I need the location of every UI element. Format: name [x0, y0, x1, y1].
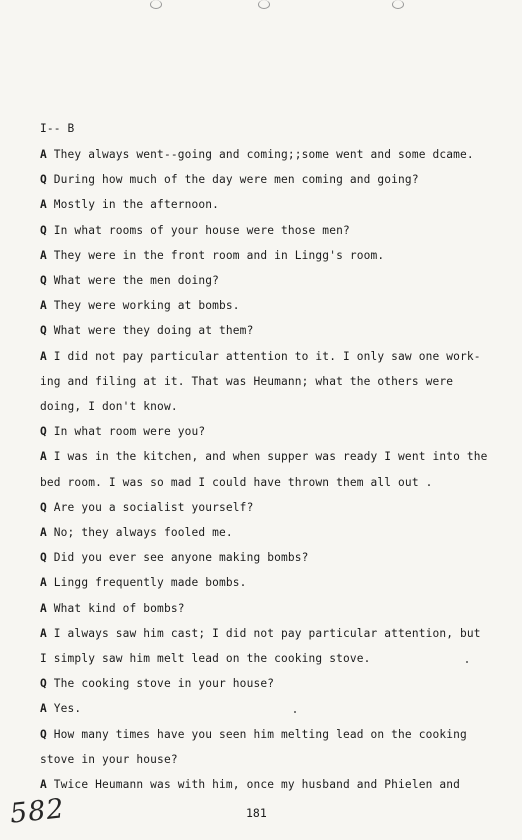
transcript-line: [40, 299, 240, 313]
transcript-line: [40, 602, 185, 616]
transcript-line: [40, 400, 178, 414]
transcript-line: [40, 501, 253, 515]
line-text: doing, I don't know.: [40, 400, 178, 413]
line-text: Did you ever see anyone making bombs?: [46, 551, 309, 565]
speaker-marker: Q: [40, 324, 47, 338]
speaker-marker: A: [40, 148, 47, 161]
speaker-marker: Q: [40, 500, 47, 514]
transcript-line: [40, 576, 247, 590]
transcript-line: [40, 551, 309, 565]
transcript-line: [40, 753, 178, 767]
speaker-marker: A: [40, 299, 47, 313]
transcript-line: [40, 425, 205, 439]
speaker-marker: A: [40, 702, 47, 716]
speaker-marker: A: [40, 778, 47, 791]
binding-hole-mark: [258, 0, 270, 9]
line-text: Lingg frequently made bombs.: [46, 576, 247, 590]
speaker-marker: A: [40, 198, 47, 212]
line-text: In what room were you?: [46, 425, 206, 439]
line-text: ing and filing at it. That was Heumann; what the others were: [40, 374, 454, 388]
transcript-line: [40, 350, 481, 364]
line-text: I simply saw him melt lead on the cooking stove.: [40, 652, 371, 665]
line-text: In what rooms of your house were those men?: [46, 223, 350, 237]
line-text: I did not pay particular attention to it. I only saw one work-: [46, 349, 481, 363]
line-text: They always went--going and coming;;some went and some dcame.: [46, 148, 474, 161]
line-text: I always saw him cast; I did not pay particular attention, but: [46, 626, 481, 640]
binding-hole-mark: [392, 0, 404, 9]
line-text: What kind of bombs?: [46, 601, 185, 615]
transcript-line: [40, 476, 432, 490]
speaker-marker: A: [40, 626, 47, 640]
page-number: 181: [246, 806, 267, 820]
speaker-marker: Q: [40, 551, 47, 565]
speaker-marker: Q: [40, 274, 47, 287]
line-text: I was in the kitchen, and when supper was ready I went into the: [46, 450, 488, 464]
transcript-line: [40, 526, 233, 540]
line-text: What were the men doing?: [46, 274, 220, 287]
transcript-line: [40, 148, 474, 162]
transcript-line: [40, 198, 219, 212]
speaker-marker: A: [40, 248, 47, 262]
speaker-marker: Q: [40, 173, 47, 187]
line-text: Twice Heumann was with him, once my husband and Phielen and: [46, 778, 461, 791]
transcript-line: [40, 375, 453, 389]
transcript-line: [40, 778, 460, 792]
line-text: No; they always fooled me.: [46, 526, 233, 539]
speaker-marker: A: [40, 349, 47, 363]
speaker-marker: Q: [40, 425, 47, 439]
transcript-line: [40, 274, 219, 288]
line-text: Are you a socialist yourself?: [46, 500, 254, 514]
ink-speck: [294, 711, 296, 713]
speaker-marker: A: [40, 576, 47, 590]
transcript-line: [40, 224, 350, 238]
line-text: They were in the front room and in Lingg's room.: [46, 248, 385, 262]
line-text: During how much of the day were men coming and going?: [46, 173, 419, 187]
transcript-line: [40, 627, 481, 641]
speaker-marker: Q: [40, 223, 47, 237]
speaker-marker: Q: [40, 727, 47, 741]
line-text: Yes.: [46, 702, 82, 716]
transcript-line: [40, 702, 81, 716]
line-text: bed room. I was so mad I could have thrown them all out .: [40, 475, 433, 489]
line-text: They were working at bombs.: [46, 299, 240, 313]
binding-hole-mark: [150, 0, 162, 9]
transcript-line: [40, 249, 384, 263]
handwritten-margin-note: 582: [8, 793, 67, 830]
line-text: Mostly in the afternoon.: [46, 198, 220, 212]
speaker-marker: A: [40, 601, 47, 615]
line-text: The cooking stove in your house?: [46, 677, 275, 691]
transcript-line: [40, 652, 371, 666]
transcript-line: [40, 324, 253, 338]
transcript-line: [40, 677, 274, 691]
line-text: How many times have you seen him melting lead on the cooking: [46, 727, 467, 741]
line-text: stove in your house?: [40, 752, 178, 766]
line-text: What were they doing at them?: [46, 324, 254, 338]
speaker-marker: A: [40, 450, 47, 464]
speaker-marker: Q: [40, 677, 47, 691]
transcript-line: [40, 450, 488, 464]
section-header: I-- B: [40, 122, 75, 135]
transcript-line: [40, 728, 467, 742]
speaker-marker: A: [40, 526, 47, 539]
ink-speck: [466, 661, 468, 663]
transcript-line: [40, 173, 419, 187]
